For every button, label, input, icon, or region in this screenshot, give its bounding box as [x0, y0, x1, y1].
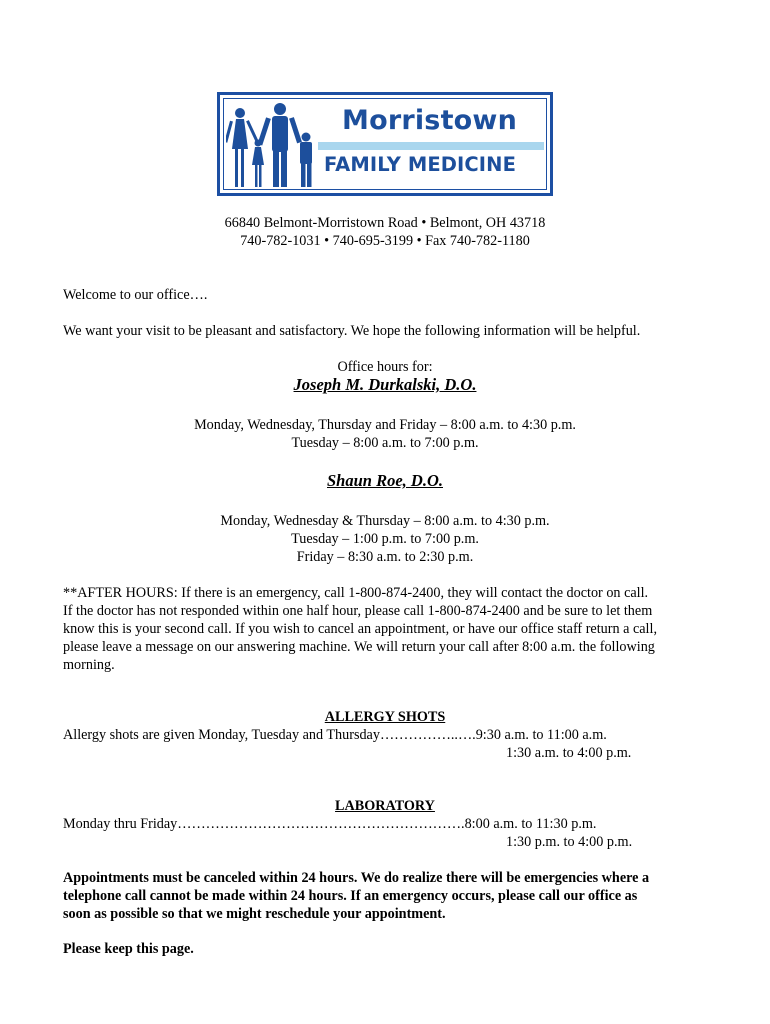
- laboratory-schedule-line: Monday thru Friday…………………………………………………….8:00 a.m. to 11:30 p.m.: [63, 816, 597, 832]
- practice-logo: [217, 92, 553, 196]
- family-figures-icon: [226, 101, 322, 191]
- after-hours-line: please leave a message on our answering machine. We will return your call after 8:00 a.m. the following: [63, 639, 655, 655]
- doctor-2-schedule-line: Monday, Wednesday & Thursday – 8:00 a.m. to 4:30 p.m.: [220, 513, 550, 529]
- keep-page-text: Please keep this page.: [63, 941, 194, 957]
- policy-line: Appointments must be canceled within 24 hours. We do realize there will be emergencies where a: [63, 870, 650, 886]
- laboratory-heading-text: LABORATORY: [335, 798, 435, 814]
- policy-line: soon as possible so that we might reschedule your appointment.: [63, 906, 446, 922]
- after-hours-line: **AFTER HOURS: If there is an emergency, call 1-800-874-2400, they will contact the doctor on call.: [63, 585, 649, 601]
- welcome-text: [63, 286, 713, 304]
- after-hours-line: know this is your second call. If you wish to cancel an appointment, or have our office staff return a call,: [63, 621, 657, 637]
- office-hours-label-text: Office hours for:: [337, 359, 433, 375]
- doctor-2-name-text: Shaun Roe, D.O.: [327, 471, 443, 490]
- logo-name-line2: FAMILY MEDICINE: [324, 153, 517, 176]
- cancellation-policy: [63, 869, 713, 923]
- doctor-2-schedule: [0, 512, 770, 566]
- doctor-1-name: [0, 375, 770, 395]
- allergy-schedule: [63, 726, 713, 744]
- doctor-2-schedule-line: Tuesday – 1:00 p.m. to 7:00 p.m.: [291, 531, 479, 547]
- policy-line: telephone call cannot be made within 24 hours. If an emergency occurs, please call our office as: [63, 888, 638, 904]
- allergy-heading: [0, 708, 770, 726]
- laboratory-second-time: 1:30 p.m. to 4:00 p.m.: [506, 834, 633, 850]
- intro-message-line: We want your visit to be pleasant and satisfactory. We hope the following information will be helpful.: [63, 323, 641, 339]
- allergy-heading-text: ALLERGY SHOTS: [324, 709, 446, 725]
- doctor-2-name: [0, 471, 770, 491]
- logo-name-line1: Morristown: [342, 105, 517, 136]
- laboratory-heading: [0, 797, 770, 815]
- address-block: [0, 214, 770, 250]
- office-hours-label: [0, 358, 770, 376]
- laboratory-schedule: [63, 815, 713, 833]
- address-line: 66840 Belmont-Morristown Road • Belmont, OH 43718: [224, 215, 546, 231]
- after-hours-line: If the doctor has not responded within one half hour, please call 1-800-874-2400 and be sure to let them: [63, 603, 653, 619]
- after-hours-line: morning.: [63, 657, 115, 673]
- intro-message: [63, 322, 713, 340]
- doctor-1-name-text: Joseph M. Durkalski, D.O.: [293, 375, 477, 394]
- welcome-line: Welcome to our office….: [63, 287, 208, 303]
- doctor-1-schedule-line: Tuesday – 8:00 a.m. to 7:00 p.m.: [291, 435, 479, 451]
- doctor-1-schedule-line: Monday, Wednesday, Thursday and Friday – 8:00 a.m. to 4:30 p.m.: [194, 417, 576, 433]
- doctor-1-schedule: [0, 416, 770, 452]
- after-hours-paragraph: [63, 584, 713, 674]
- keep-page-note: [63, 940, 713, 958]
- phone-line: 740-782-1031 • 740-695-3199 • Fax 740-782-1180: [240, 233, 530, 249]
- doctor-2-schedule-line: Friday – 8:30 a.m. to 2:30 p.m.: [296, 549, 474, 565]
- allergy-schedule-line: Allergy shots are given Monday, Tuesday and Thursday……………..….9:30 a.m. to 11:00 a.m.: [63, 727, 607, 743]
- logo-band: [318, 142, 544, 150]
- allergy-second-time: 1:30 a.m. to 4:00 p.m.: [506, 745, 632, 761]
